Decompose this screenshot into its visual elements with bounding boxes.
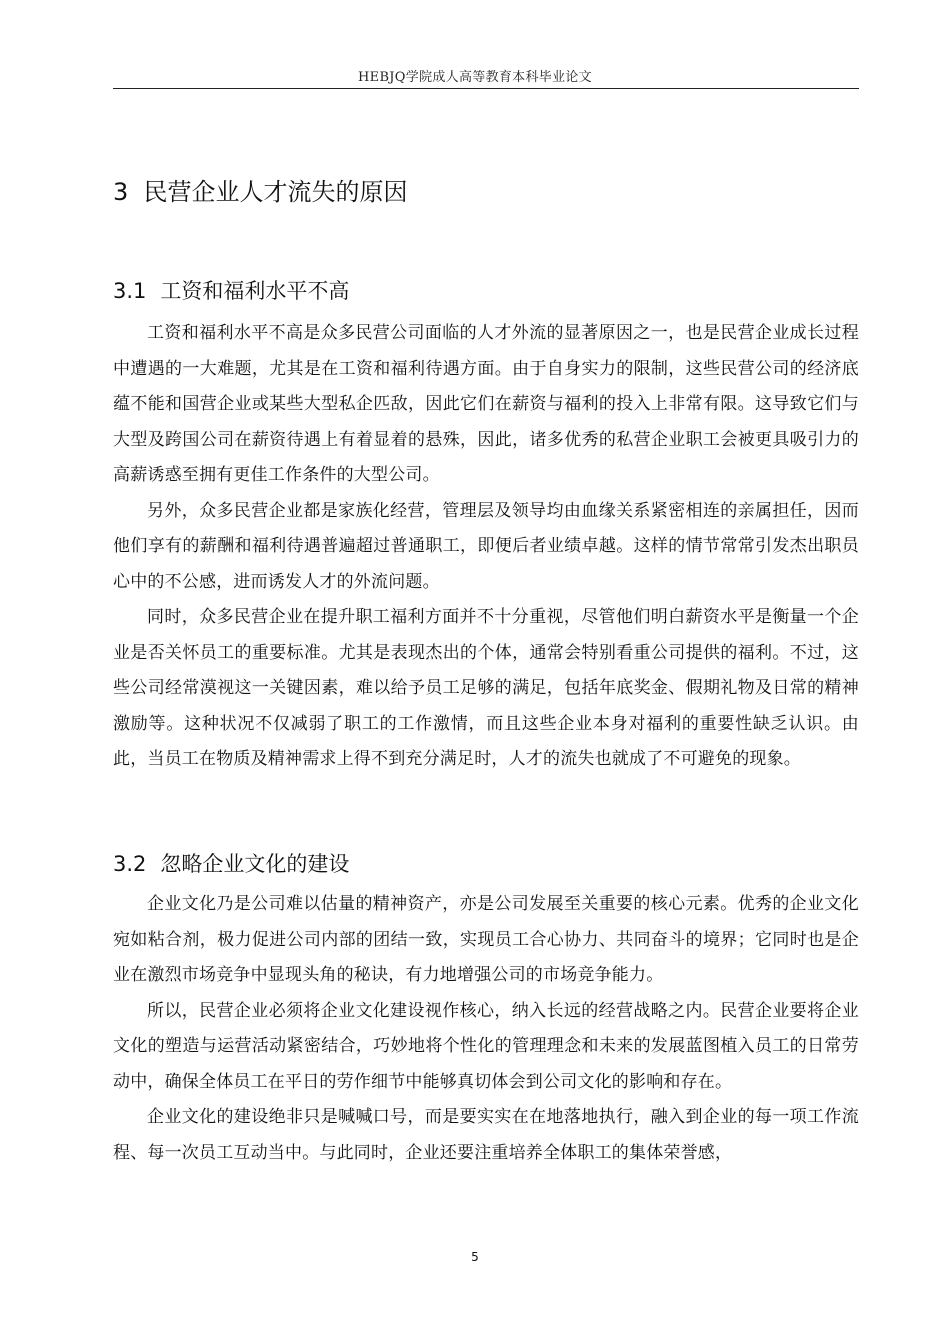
chapter-title: 民营企业人才流失的原因: [143, 178, 408, 206]
chapter-number: 3: [113, 178, 129, 206]
section-title: 工资和福利水平不高: [160, 279, 350, 303]
paragraph: 企业文化的建设绝非只是喊喊口号，而是要实实在在地落地执行，融入到企业的每一项工作流程、每一次员工互动当中。与此同时，企业还要注重培养全体职工的集体荣誉感，: [113, 1107, 859, 1163]
section-number: 3.2: [113, 852, 147, 876]
running-header: HEBJQ学院成人高等教育本科毕业论文: [358, 70, 592, 85]
section-heading-3-2: [113, 848, 349, 878]
section-body-3-2: [113, 887, 859, 1171]
paragraph: 同时，众多民营企业在提升职工福利方面并不十分重视，尽管他们明白薪资水平是衡量一个企业是否关怀员工的重要标准。尤其是表现杰出的个体，通常会特别看重公司提供的福利。不过，这些公司经常漠视这一关键因素，难以给予员工足够的满足，包括年底奖金、假期礼物及日常的精神激励等。这种状况不仅减弱了职工的工作激情，而且这些企业本身对福利的重要性缺乏认识。由此，当员工在物质及精神需求上得不到充分满足时，人才的流失也就成了不可避免的现象。: [113, 607, 859, 769]
paragraph: 工资和福利水平不高是众多民营公司面临的人才外流的显著原因之一，也是民营企业成长过程中遭遇的一大难题，尤其是在工资和福利待遇方面。由于自身实力的限制，这些民营公司的经济底蕴不能和国营企业或某些大型私企匹敌，因此它们在薪资与福利的投入上非常有限。这导致它们与大型及跨国公司在薪资待遇上有着显着的悬殊，因此，诸多优秀的私营企业职工会被更具吸引力的高薪诱惑至拥有更佳工作条件的大型公司。: [113, 323, 859, 485]
chapter-heading: [113, 172, 408, 207]
page-number: 5: [471, 1250, 479, 1264]
section-number: 3.1: [113, 279, 147, 303]
header-divider: [113, 88, 859, 89]
section-title: 忽略企业文化的建设: [160, 852, 350, 876]
paragraph: 企业文化乃是公司难以估量的精神资产，亦是公司发展至关重要的核心元素。优秀的企业文化宛如粘合剂，极力促进公司内部的团结一致，实现员工合心协力、共同奋斗的境界；它同时也是企业在激烈市场竞争中显现头角的秘诀，有力地增强公司的市场竞争能力。: [113, 894, 859, 985]
paragraph: 另外，众多民营企业都是家族化经营，管理层及领导均由血缘关系紧密相连的亲属担任，因而他们享有的薪酬和福利待遇普遍超过普通职工，即便后者业绩卓越。这样的情节常常引发杰出职员心中的不公感，进而诱发人才的外流问题。: [113, 500, 859, 592]
section-body-3-1: [113, 316, 859, 778]
section-heading-3-1: [113, 275, 349, 305]
paragraph: 所以，民营企业必须将企业文化建设视作核心，纳入长远的经营战略之内。民营企业要将企业文化的塑造与运营活动紧密结合，巧妙地将个性化的管理理念和未来的发展蓝图植入员工的日常劳动中，确保全体员工在平日的劳作细节中能够真切体会到公司文化的影响和存在。: [113, 1000, 859, 1092]
